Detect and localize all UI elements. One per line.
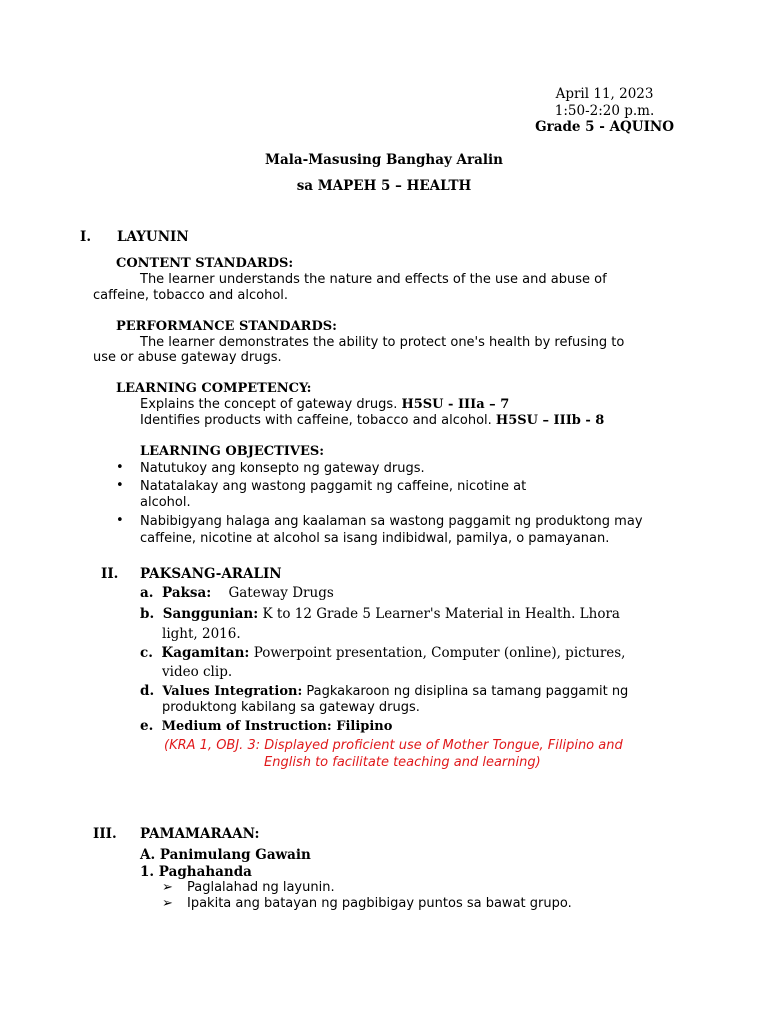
item-label: Values Integration:: [162, 684, 303, 699]
lesson-date: April 11, 2023: [555, 86, 654, 102]
section-2-number: II.: [101, 566, 119, 582]
subsection-a-heading: A. Panimulang Gawain: [140, 847, 311, 863]
paksang-item-d-cont: produktong kabilang sa gateway drugs.: [162, 700, 420, 715]
competency-1-code: H5SU - IIIa – 7: [401, 397, 510, 412]
subsection-1-heading: 1. Paghahanda: [140, 864, 252, 880]
section-1-heading: LAYUNIN: [117, 229, 189, 245]
lesson-section: Grade 5 - AQUINO: [535, 119, 674, 135]
bullet-dot-icon: •: [116, 478, 124, 493]
objective-2: Natatalakay ang wastong paggamit ng caffeine, nicotine at: [140, 479, 527, 494]
competency-2-code: H5SU – IIIb - 8: [495, 413, 605, 428]
content-standards-heading: CONTENT STANDARDS:: [116, 256, 294, 271]
paksang-item-c-cont: video clip.: [162, 664, 233, 680]
content-standards-line1: The learner understands the nature and effects of the use and abuse of: [140, 272, 607, 287]
objective-3: Nabibigyang halaga ang kaalaman sa wastong paggamit ng produktong may: [140, 514, 643, 529]
arrow-bullet-icon: ➢: [162, 896, 173, 911]
item-letter: b.: [140, 606, 155, 622]
paghahanda-item-1: Paglalahad ng layunin.: [187, 880, 335, 895]
content-standards-line2: caffeine, tobacco and alcohol.: [93, 288, 289, 303]
item-letter: e.: [140, 718, 154, 734]
item-text: Powerpoint presentation, Computer (online), pictures,: [253, 645, 626, 661]
item-text: Gateway Drugs: [228, 585, 334, 601]
section-3-heading: PAMAMARAAN:: [140, 826, 260, 842]
kra-note-line1: (KRA 1, OBJ. 3: Displayed proficient use of Mother Tongue, Filipino and: [164, 738, 623, 753]
objective-1: Natutukoy ang konsepto ng gateway drugs.: [140, 461, 425, 476]
competency-2-text: Identifies products with caffeine, tobacco and alcohol.: [140, 413, 496, 428]
lesson-time: 1:50-2:20 p.m.: [554, 102, 655, 119]
item-letter: c.: [140, 645, 153, 661]
paksang-item-a: [140, 585, 334, 601]
paghahanda-item-2: Ipakita ang batayan ng pagbibigay puntos sa bawat grupo.: [187, 896, 572, 911]
item-text: K to 12 Grade 5 Learner's Material in Health. Lhora: [262, 606, 620, 622]
document-subtitle: sa MAPEH 5 – HEALTH: [296, 178, 472, 194]
lesson-header-info: [535, 86, 674, 136]
bullet-dot-icon: •: [116, 513, 124, 528]
document-title: Mala-Masusing Banghay Aralin: [265, 152, 503, 168]
item-letter: a.: [140, 585, 154, 601]
section-3-number: III.: [93, 826, 117, 842]
item-letter: d.: [140, 683, 155, 699]
paksang-item-d: [140, 683, 628, 699]
performance-standards-line2: use or abuse gateway drugs.: [93, 350, 282, 365]
learning-competency-item-2: [140, 413, 604, 428]
learning-competency-item-1: [140, 397, 509, 412]
learning-competency-heading: LEARNING COMPETENCY:: [116, 381, 312, 396]
item-text: Pagkakaroon ng disiplina sa tamang paggamit ng: [306, 684, 629, 699]
paksang-item-b: [140, 606, 620, 622]
section-1-number: I.: [80, 229, 92, 245]
paksang-item-c: [140, 645, 625, 661]
paksang-item-e: [140, 718, 392, 734]
paksang-item-b-cont: light, 2016.: [162, 626, 241, 642]
learning-objectives-heading: LEARNING OBJECTIVES:: [140, 444, 325, 459]
performance-standards-heading: PERFORMANCE STANDARDS:: [116, 319, 337, 334]
item-label: Kagamitan:: [161, 645, 250, 661]
bullet-dot-icon: •: [116, 460, 124, 475]
item-label: Sanggunian:: [162, 606, 259, 622]
objective-3-cont: caffeine, nicotine at alcohol sa isang indibidwal, pamilya, o pamayanan.: [140, 531, 610, 546]
item-label: Paksa:: [162, 585, 212, 601]
objective-2-cont: alcohol.: [140, 495, 191, 510]
item-label: Medium of Instruction: Filipino: [161, 719, 393, 734]
arrow-bullet-icon: ➢: [162, 880, 173, 895]
competency-1-text: Explains the concept of gateway drugs.: [140, 397, 402, 412]
kra-note-line2: English to facilitate teaching and learning): [264, 755, 541, 770]
section-2-heading: PAKSANG-ARALIN: [140, 566, 282, 582]
performance-standards-line1: The learner demonstrates the ability to protect one's health by refusing to: [140, 335, 625, 350]
